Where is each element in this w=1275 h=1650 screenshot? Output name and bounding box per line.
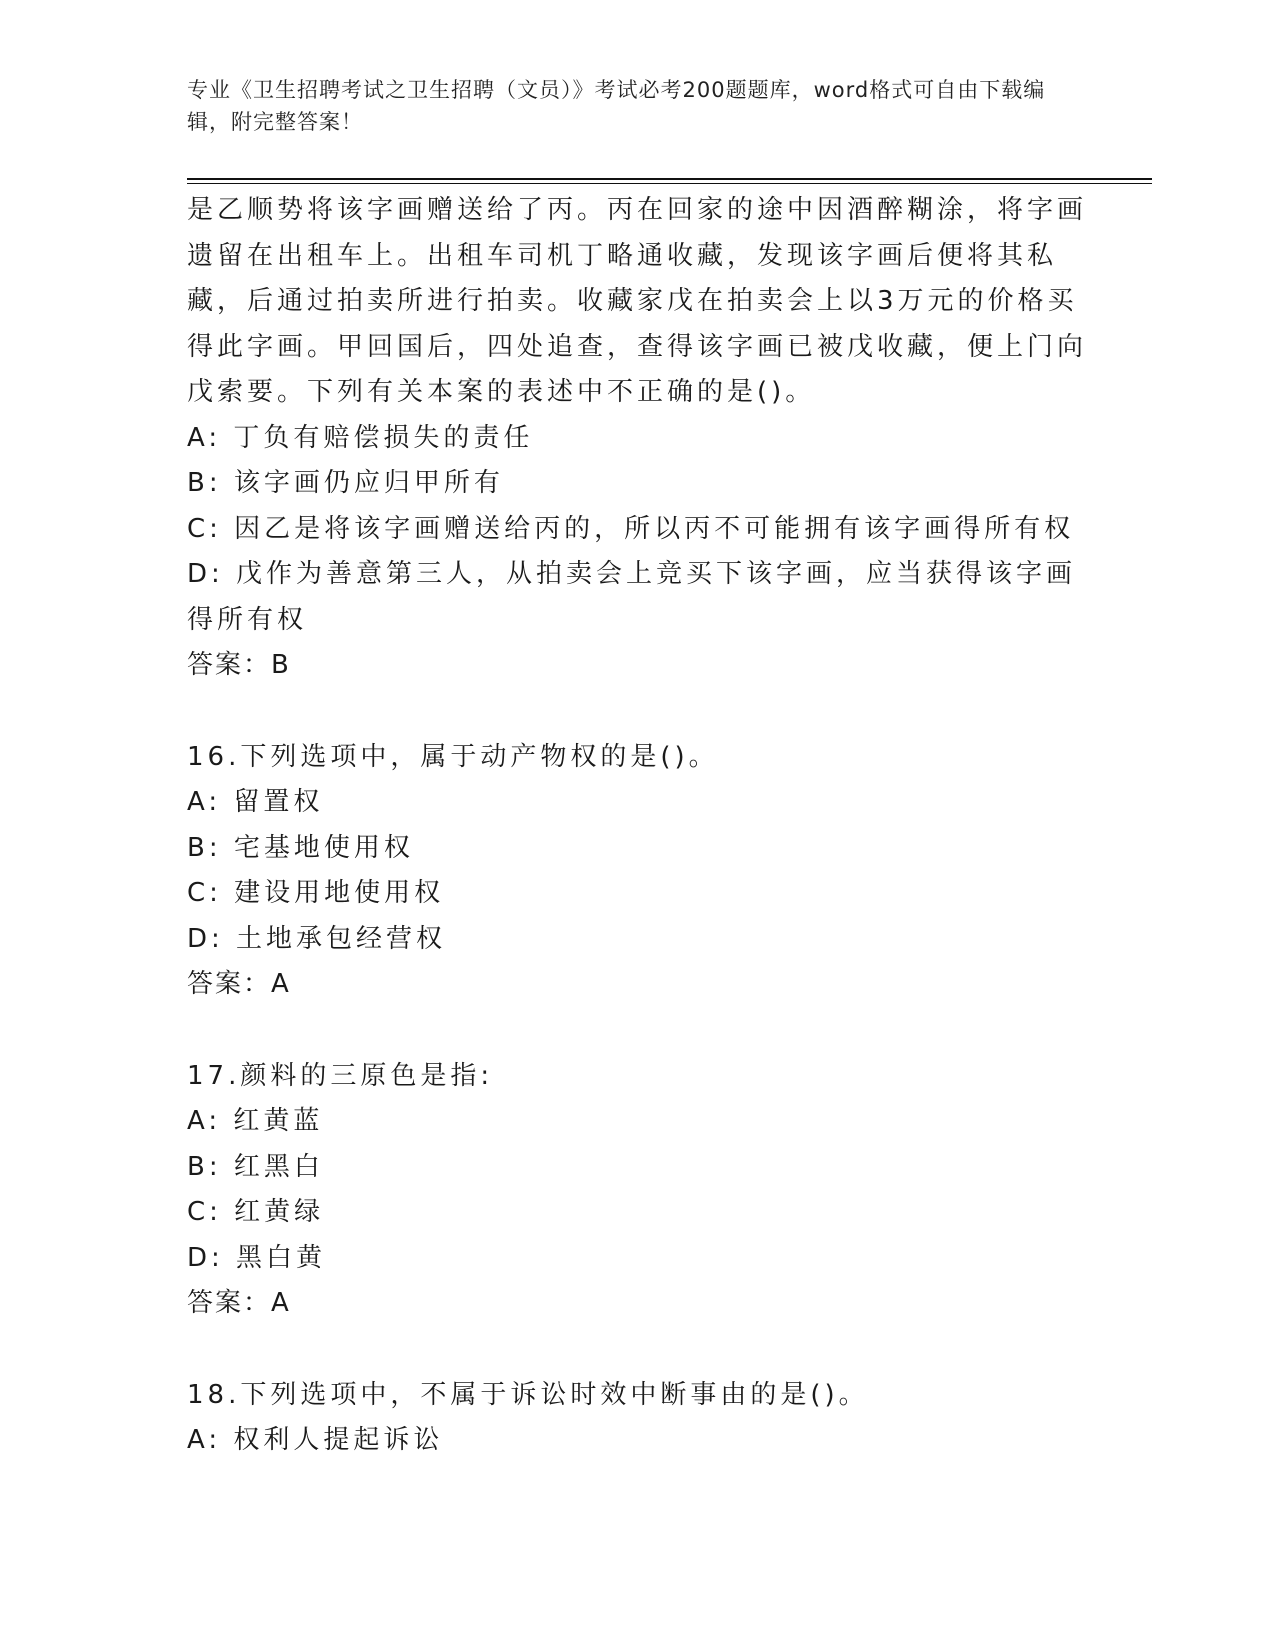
option-b: B: 红黑白 xyxy=(187,1151,324,1182)
question-16 xyxy=(187,735,1087,1008)
question-stem: 是乙顺势将该字画赠送给了丙。丙在回家的途中因酒醉糊涂，将字画遗留在出租车上。出租车司机丁略通收藏，发现该字画后便将其私藏，后通过拍卖所进行拍卖。收藏家戊在拍卖会上以3万元的价格买得此字画。甲回国后，四处追查，查得该字画已被戊收藏，便上门向戊索要。下列有关本案的表述中不正确的是()。 xyxy=(187,195,1088,407)
option-c: C: 建设用地使用权 xyxy=(187,878,445,908)
option-d: D: 土地承包经营权 xyxy=(187,923,447,954)
option-b: B: 该字画仍应归甲所有 xyxy=(187,468,504,498)
option-d: D: 戊作为善意第三人，从拍卖会上竞买下该字画，应当获得该字画得所有权 xyxy=(187,559,1077,635)
question-18 xyxy=(187,1373,1087,1464)
option-a: A: 丁负有赔偿损失的责任 xyxy=(187,422,534,453)
header-rule-thick xyxy=(187,178,1152,180)
header-rule-thin xyxy=(187,183,1152,184)
question-stem: 16.下列选项中，属于动产物权的是()。 xyxy=(187,741,719,772)
option-a: A: 权利人提起诉讼 xyxy=(187,1425,444,1455)
question-stem: 18.下列选项中，不属于诉讼时效中断事由的是()。 xyxy=(187,1379,869,1410)
answer: 答案：B xyxy=(187,650,291,680)
option-d: D: 黑白黄 xyxy=(187,1242,327,1273)
option-a: A: 红黄蓝 xyxy=(187,1106,324,1136)
answer: 答案：A xyxy=(187,1288,291,1318)
option-c: C: 因乙是将该字画赠送给丙的，所以丙不可能拥有该字画得所有权 xyxy=(187,513,1075,544)
answer: 答案：A xyxy=(187,969,291,999)
spacer xyxy=(187,1008,1087,1054)
page-header: 专业《卫生招聘考试之卫生招聘（文员）》考试必考200题题库，word格式可自由下载编辑，附完整答案！ xyxy=(187,78,1046,134)
option-c: C: 红黄绿 xyxy=(187,1197,325,1227)
question-stem: 17.颜料的三原色是指: xyxy=(187,1060,494,1091)
spacer xyxy=(187,689,1087,735)
question-content xyxy=(187,188,1087,1464)
option-a: A: 留置权 xyxy=(187,787,324,817)
question-17 xyxy=(187,1054,1087,1327)
question-15 xyxy=(187,188,1087,689)
option-b: B: 宅基地使用权 xyxy=(187,832,414,863)
spacer xyxy=(187,1327,1087,1373)
